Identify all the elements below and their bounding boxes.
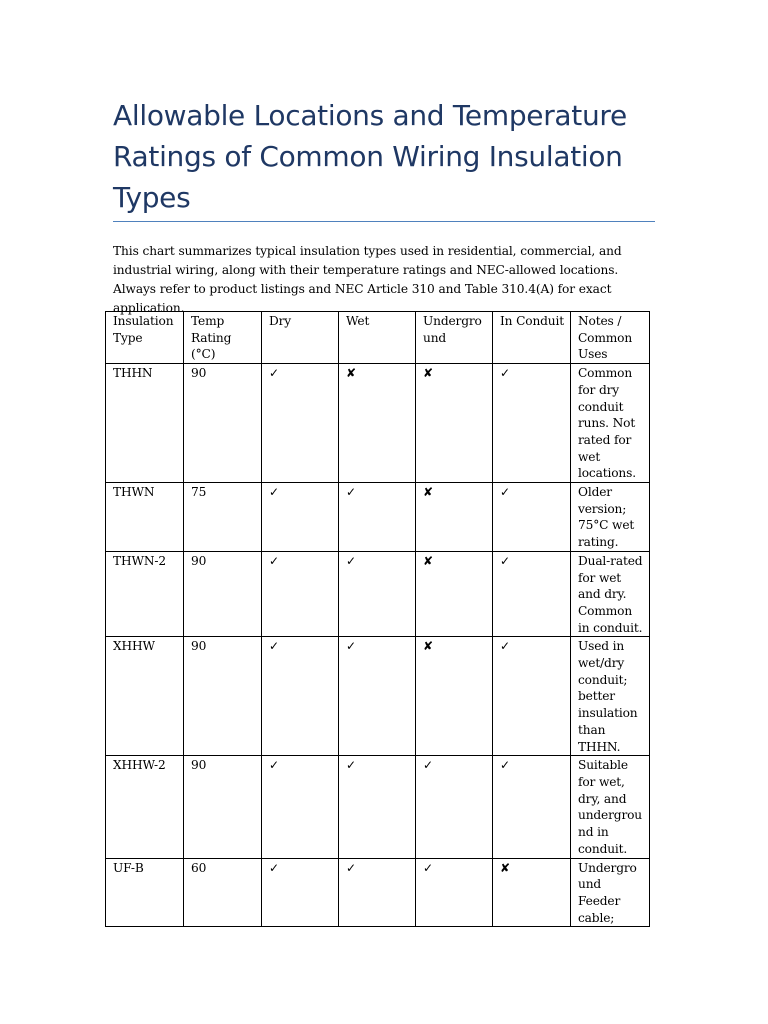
header-in-conduit: In Conduit [493, 312, 571, 364]
cell-wet: ✘ [339, 364, 416, 483]
cell-in-conduit: ✓ [493, 551, 571, 637]
cell-wet: ✓ [339, 858, 416, 927]
cell-temp-rating: 90 [184, 637, 262, 756]
table-row [106, 364, 650, 483]
header-temp-rating: Temp Rating (°C) [184, 312, 262, 364]
cell-in-conduit: ✓ [493, 483, 571, 552]
header-insulation-type: Insulation Type [106, 312, 184, 364]
cell-insulation-type: THHN [106, 364, 184, 483]
cell-in-conduit: ✓ [493, 364, 571, 483]
cell-in-conduit: ✓ [493, 637, 571, 756]
cell-notes: Common for dry conduit runs. Not rated for wet locations. [571, 364, 650, 483]
cell-underground: ✘ [416, 364, 493, 483]
header-notes: Notes / Common Uses [571, 312, 650, 364]
cell-temp-rating: 90 [184, 364, 262, 483]
document-title: Allowable Locations and Temperature Ratings of Common Wiring Insulation Types [113, 99, 627, 214]
cell-wet: ✓ [339, 756, 416, 858]
cell-insulation-type: THWN [106, 483, 184, 552]
cell-wet: ✓ [339, 637, 416, 756]
header-dry: Dry [262, 312, 339, 364]
cell-dry: ✓ [262, 364, 339, 483]
cell-insulation-type: THWN-2 [106, 551, 184, 637]
cell-temp-rating: 90 [184, 551, 262, 637]
cell-insulation-type: UF-B [106, 858, 184, 927]
cell-dry: ✓ [262, 858, 339, 927]
header-wet: Wet [339, 312, 416, 364]
cell-notes: Undergro und Feeder cable; [571, 858, 650, 927]
cell-underground: ✘ [416, 551, 493, 637]
table-row [106, 858, 650, 927]
table-row [106, 637, 650, 756]
table-row [106, 756, 650, 858]
cell-dry: ✓ [262, 637, 339, 756]
header-underground: Undergro und [416, 312, 493, 364]
table-row [106, 551, 650, 637]
cell-dry: ✓ [262, 483, 339, 552]
cell-underground: ✓ [416, 756, 493, 858]
cell-temp-rating: 75 [184, 483, 262, 552]
cell-notes: Older version; 75°C wet rating. [571, 483, 650, 552]
cell-underground: ✘ [416, 483, 493, 552]
cell-insulation-type: XHHW-2 [106, 756, 184, 858]
cell-in-conduit: ✘ [493, 858, 571, 927]
table-row [106, 483, 650, 552]
cell-temp-rating: 60 [184, 858, 262, 927]
cell-in-conduit: ✓ [493, 756, 571, 858]
cell-notes: Used in wet/dry conduit; better insulation than THHN. [571, 637, 650, 756]
cell-underground: ✘ [416, 637, 493, 756]
cell-wet: ✓ [339, 483, 416, 552]
cell-dry: ✓ [262, 756, 339, 858]
cell-notes: Dual-rated for wet and dry. Common in conduit. [571, 551, 650, 637]
cell-temp-rating: 90 [184, 756, 262, 858]
cell-insulation-type: XHHW [106, 637, 184, 756]
cell-notes: Suitable for wet, dry, and undergrou nd in conduit. [571, 756, 650, 858]
cell-wet: ✓ [339, 551, 416, 637]
insulation-table [105, 311, 650, 927]
title-underline [113, 221, 655, 222]
table-header-row [106, 312, 650, 364]
cell-dry: ✓ [262, 551, 339, 637]
intro-paragraph: This chart summarizes typical insulation types used in residential, commercial, and industrial wiring, along with their temperature ratings and NEC-allowed locations. Always refer to product listings and NEC Article 310 and Table 310.4(A) for exact application. [113, 244, 622, 315]
cell-underground: ✓ [416, 858, 493, 927]
